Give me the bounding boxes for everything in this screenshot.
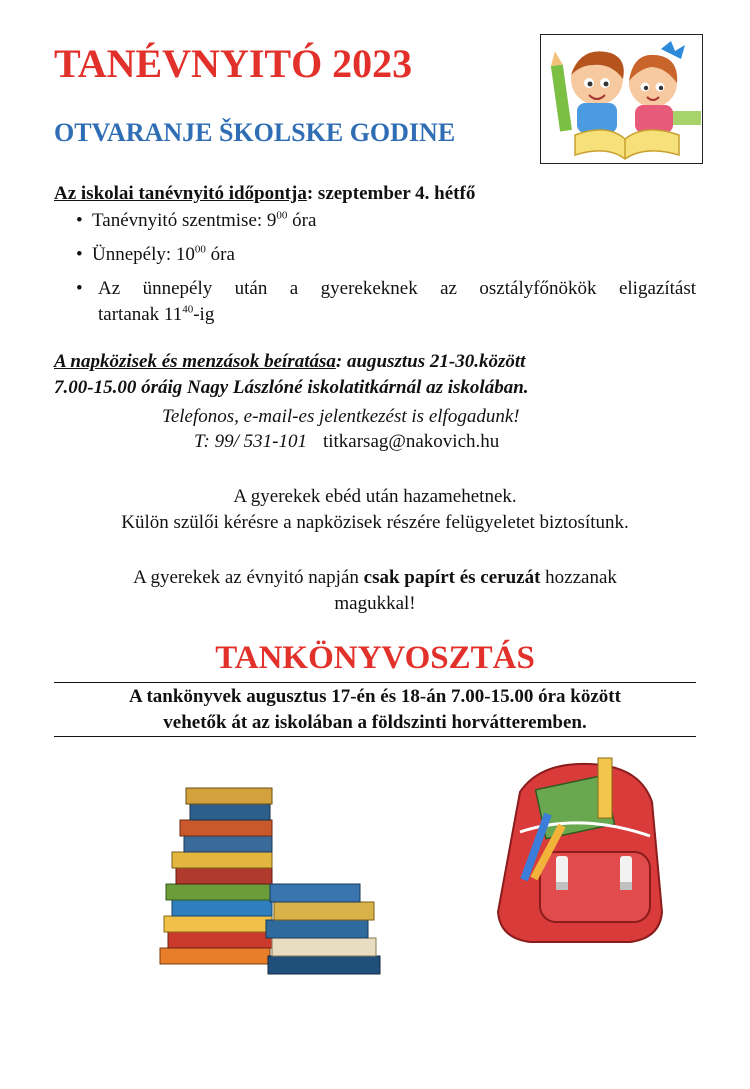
lunch-info xyxy=(0,484,750,536)
briefing-time-sup: 40 xyxy=(182,303,194,316)
briefing-text-cont: tartanak 11 xyxy=(98,304,183,325)
registration-date: : augusztus 21-30.között xyxy=(335,351,526,372)
backpack-icon xyxy=(480,752,680,947)
children-reading-image xyxy=(540,34,703,164)
ceremony-time-sup: 00 xyxy=(194,243,206,256)
mass-text: Tanévnyitó szentmise: 9 xyxy=(92,210,277,231)
textbook-line-1: A tankönyvek augusztus 17-én és 18-án 7.00-15.00 óra között xyxy=(129,686,621,707)
opening-date-value: : szeptember 4. hétfő xyxy=(306,183,476,204)
lunch-line-2: Külön szülői kérésre a napközisek részére felügyeletet biztosítunk. xyxy=(121,512,629,533)
supplies-info xyxy=(0,565,750,617)
supplies-pre: A gyerekek az évnyitó napján xyxy=(133,567,364,588)
briefing-suffix: -ig xyxy=(193,304,215,325)
opening-schedule-list xyxy=(76,208,696,336)
school-bag-image xyxy=(480,752,680,947)
textbook-info-box xyxy=(54,682,696,737)
page-title: TANÉVNYITÓ 2023 xyxy=(54,41,413,86)
mass-unit: óra xyxy=(287,210,317,231)
contact-line xyxy=(194,431,499,453)
opening-date-label: Az iskolai tanévnyitó időpontja xyxy=(54,183,307,204)
list-item-briefing xyxy=(76,276,696,302)
ceremony-unit: óra xyxy=(205,244,235,265)
phone-number: T: 99/ 531-101 xyxy=(194,431,307,452)
email-address: titkarsag@nakovich.hu xyxy=(322,431,500,452)
ceremony-text: Ünnepély: 10 xyxy=(92,244,195,265)
list-item-mass xyxy=(76,208,696,234)
opening-date xyxy=(54,183,475,205)
mass-time-sup: 00 xyxy=(276,209,288,222)
textbook-title: TANKÖNYVOSZTÁS xyxy=(215,640,535,676)
briefing-text: Az ünnepély után a gyerekeknek az osztályfőnökök eligazítást xyxy=(98,278,696,299)
supplies-post: hozzanak xyxy=(540,567,617,588)
supplies-bold: csak papírt és ceruzát xyxy=(363,567,541,588)
registration-block xyxy=(54,349,704,401)
lunch-line-1: A gyerekek ebéd után hazamehetnek. xyxy=(233,486,517,507)
textbook-line-2: vehetők át az iskolában a földszinti horvátteremben. xyxy=(163,712,587,733)
list-item-briefing-cont xyxy=(76,302,696,328)
page-subtitle: OTVARANJE ŠKOLSKE GODINE xyxy=(54,118,456,147)
book-stack-image xyxy=(150,780,390,980)
list-item-ceremony xyxy=(76,242,696,268)
kids-illustration-icon xyxy=(541,35,703,164)
supplies-line-2: magukkal! xyxy=(334,593,416,614)
registration-label: A napközisek és menzások beíratása xyxy=(54,351,336,372)
registration-time-place: 7.00-15.00 óráig Nagy Lászlóné iskolatitkárnál az iskolában. xyxy=(54,377,529,398)
book-stack-icon xyxy=(150,780,390,980)
registration-note: Telefonos, e-mail-es jelentkezést is elfogadunk! xyxy=(162,406,520,427)
